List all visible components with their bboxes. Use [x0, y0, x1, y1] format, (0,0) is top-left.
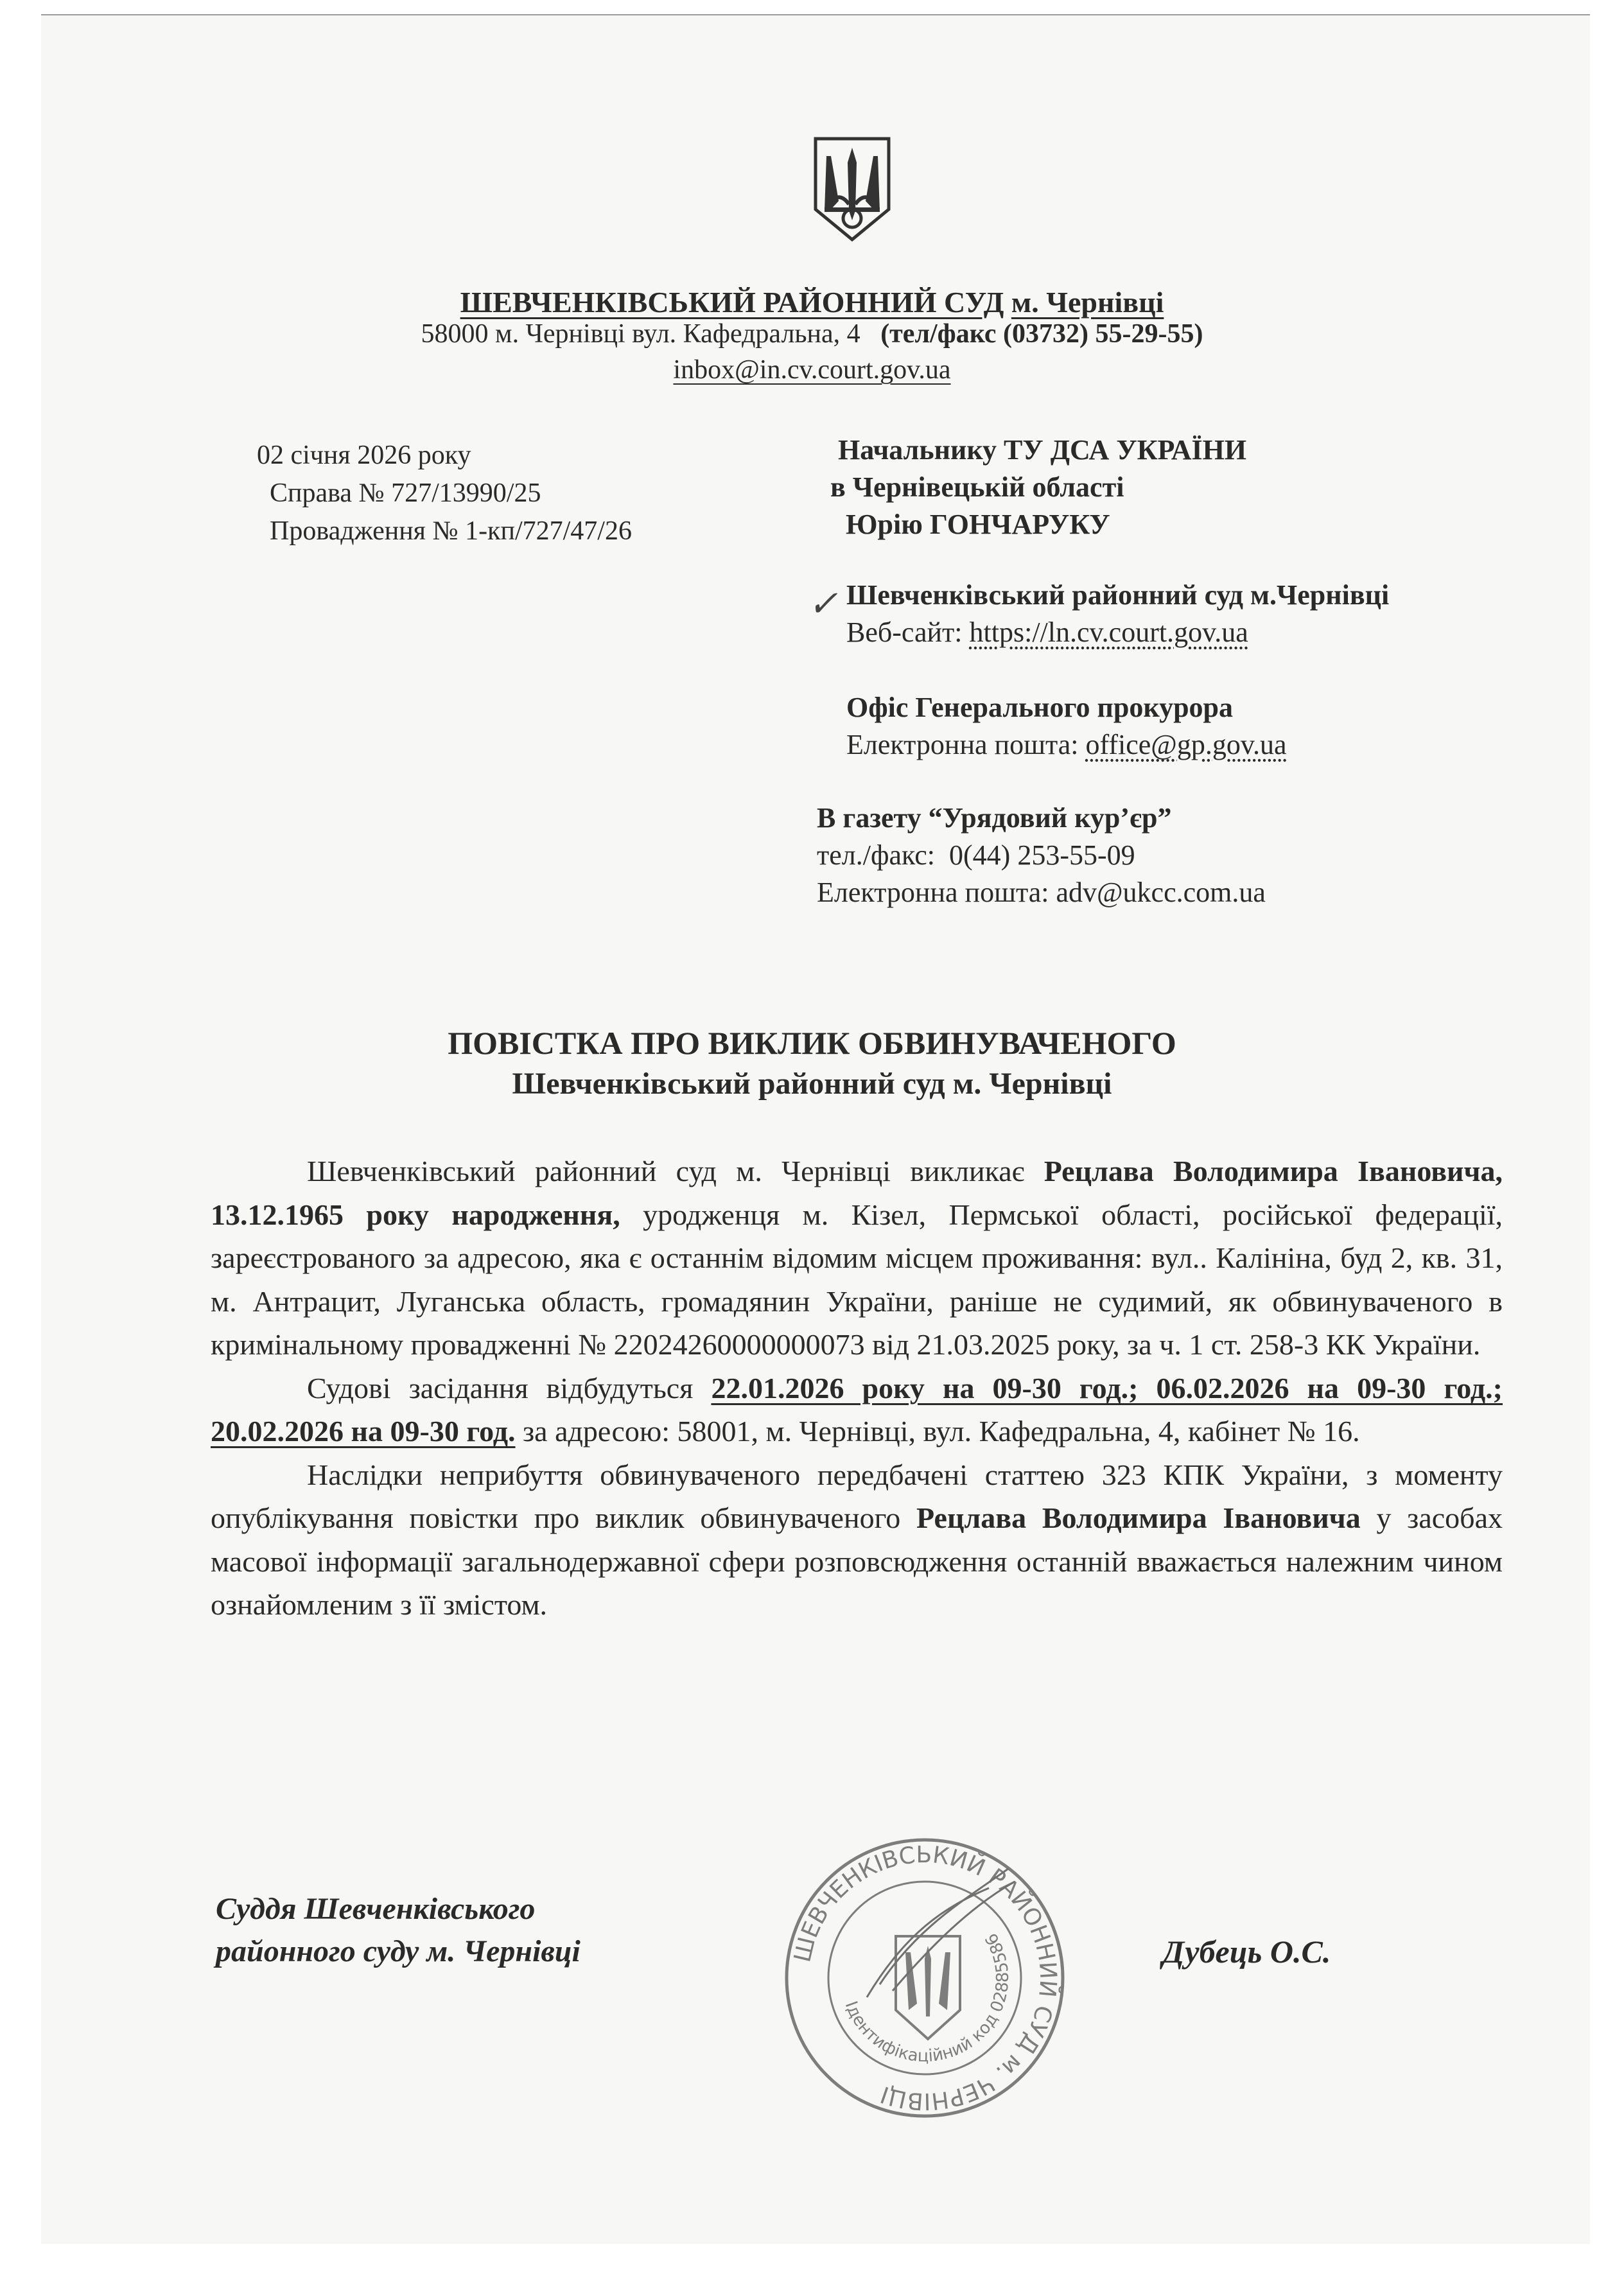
- hearing-dates: 22.01.2026 року на 09-30 год.; 06.02.2026 на 09-30 год.; 20.02.2026 на 09-30 год.: [211, 1371, 1503, 1447]
- paragraph-consequences: Наслідки неприбуття обвинуваченого передбачені статтею 323 КПК України, з моменту опублікування повістки про виклик обвинуваченого Рецлава Володимира Івановича у засобах масової інформації загальнодержавної сфери розповсюдження останній вважається належним чином ознайомленим з її змістом.: [211, 1458, 1503, 1621]
- document-subtitle: Шевченківський районний суд м. Чернівці: [512, 1067, 1112, 1101]
- document-meta: [257, 437, 632, 550]
- court-name-header: ШЕВЧЕНКІВСЬКИЙ РАЙОННИЙ СУД м. Чернівці: [460, 286, 1164, 319]
- svg-text:Ідентифікаційний код 02885586: Ідентифікаційний код 02885586: [841, 1929, 1013, 2067]
- document-title: ПОВІСТКА ПРО ВИКЛИК ОБВИНУВАЧЕНОГО: [448, 1025, 1176, 1061]
- svg-text:ШЕВЧЕНКІВСЬКИЙ РАЙОННИЙ СУД м.: ШЕВЧЕНКІВСЬКИЙ РАЙОННИЙ СУД м. ЧЕРНІВЦІ: [789, 1841, 1061, 2115]
- court-email: [0, 354, 1624, 385]
- newspaper-email: adv@ukcc.com.ua: [1056, 877, 1266, 908]
- court-phone: (тел/факс (03732) 55-29-55): [880, 319, 1203, 349]
- judge-position: Суддя Шевченківського районного суду м. Чернівці: [216, 1892, 581, 1968]
- newspaper-phone: 0(44) 253-55-09: [949, 839, 1135, 871]
- accused-name: Рецлава Володимира Івановича, 13.12.1965 року народження,: [211, 1155, 1503, 1231]
- document-date: 02 січня 2026 року: [257, 441, 471, 470]
- paragraph-summons: Шевченківський районний суд м. Чернівці викликає Рецлава Володимира Івановича, 13.12.1965 року народження, уродженця м. Кізел, Пермської області, російської федерації, зареєстрованого за адресою, яка є останнім відомим місцем проживання: вул.. Калініна, буд 2, кв. 31, м. Антрацит, Луганська область, громадянин України, раніше не судимий, як обвинуваченого в кримінальному провадженні № 22024260000000073 від 21.03.2025 року, за ч. 1 ст. 258-3 КК України.: [211, 1155, 1503, 1361]
- judge-name: Дубець О.С.: [1162, 1934, 1331, 1970]
- recipient-court: Шевченківський районний суд м.Чернівці Веб-сайт: https://ln.cv.court.gov.ua: [846, 579, 1390, 648]
- paragraph-hearings: Судові засідання відбудуться 22.01.2026 року на 09-30 год.; 06.02.2026 на 09-30 год.; 20.02.2026 на 09-30 год. за адресою: 58001, м. Чернівці, вул. Кафедральна, 4, кабінет № 16.: [211, 1371, 1503, 1447]
- court-website-link[interactable]: https://ln.cv.court.gov.ua: [969, 617, 1248, 648]
- recipient-dsa: Начальнику ТУ ДСА УКРАЇНИ в Чернівецькій області Юрію ГОНЧАРУКУ: [830, 434, 1247, 540]
- court-address: [0, 319, 1624, 349]
- ukraine-coat-of-arms-icon: [810, 134, 894, 243]
- proceeding-number: Провадження № 1-кп/727/47/26: [270, 516, 632, 546]
- court-address-text: 58000 м. Чернівці вул. Кафедральна, 4: [421, 319, 860, 349]
- court-email-link[interactable]: inbox@in.cv.court.gov.ua: [673, 355, 951, 385]
- stamp-seal-icon: [777, 1830, 1072, 2126]
- prosecutor-email-link[interactable]: office@gp.gov.ua: [1085, 729, 1287, 760]
- recipient-prosecutor: Офіс Генерального прокурора Електронна пошта: office@gp.gov.ua: [846, 692, 1287, 760]
- case-number: Справа № 727/13990/25: [270, 478, 541, 508]
- recipient-newspaper: В газету “Урядовий кур’єр” тел./факс: 0(44) 253-55-09 Електронна пошта: adv@ukcc.com.ua: [817, 802, 1266, 908]
- summons-body: [211, 1150, 1503, 1627]
- accused-name-repeat: Рецлава Володимира Івановича: [916, 1501, 1361, 1534]
- checkmark-icon: ✓: [808, 584, 838, 624]
